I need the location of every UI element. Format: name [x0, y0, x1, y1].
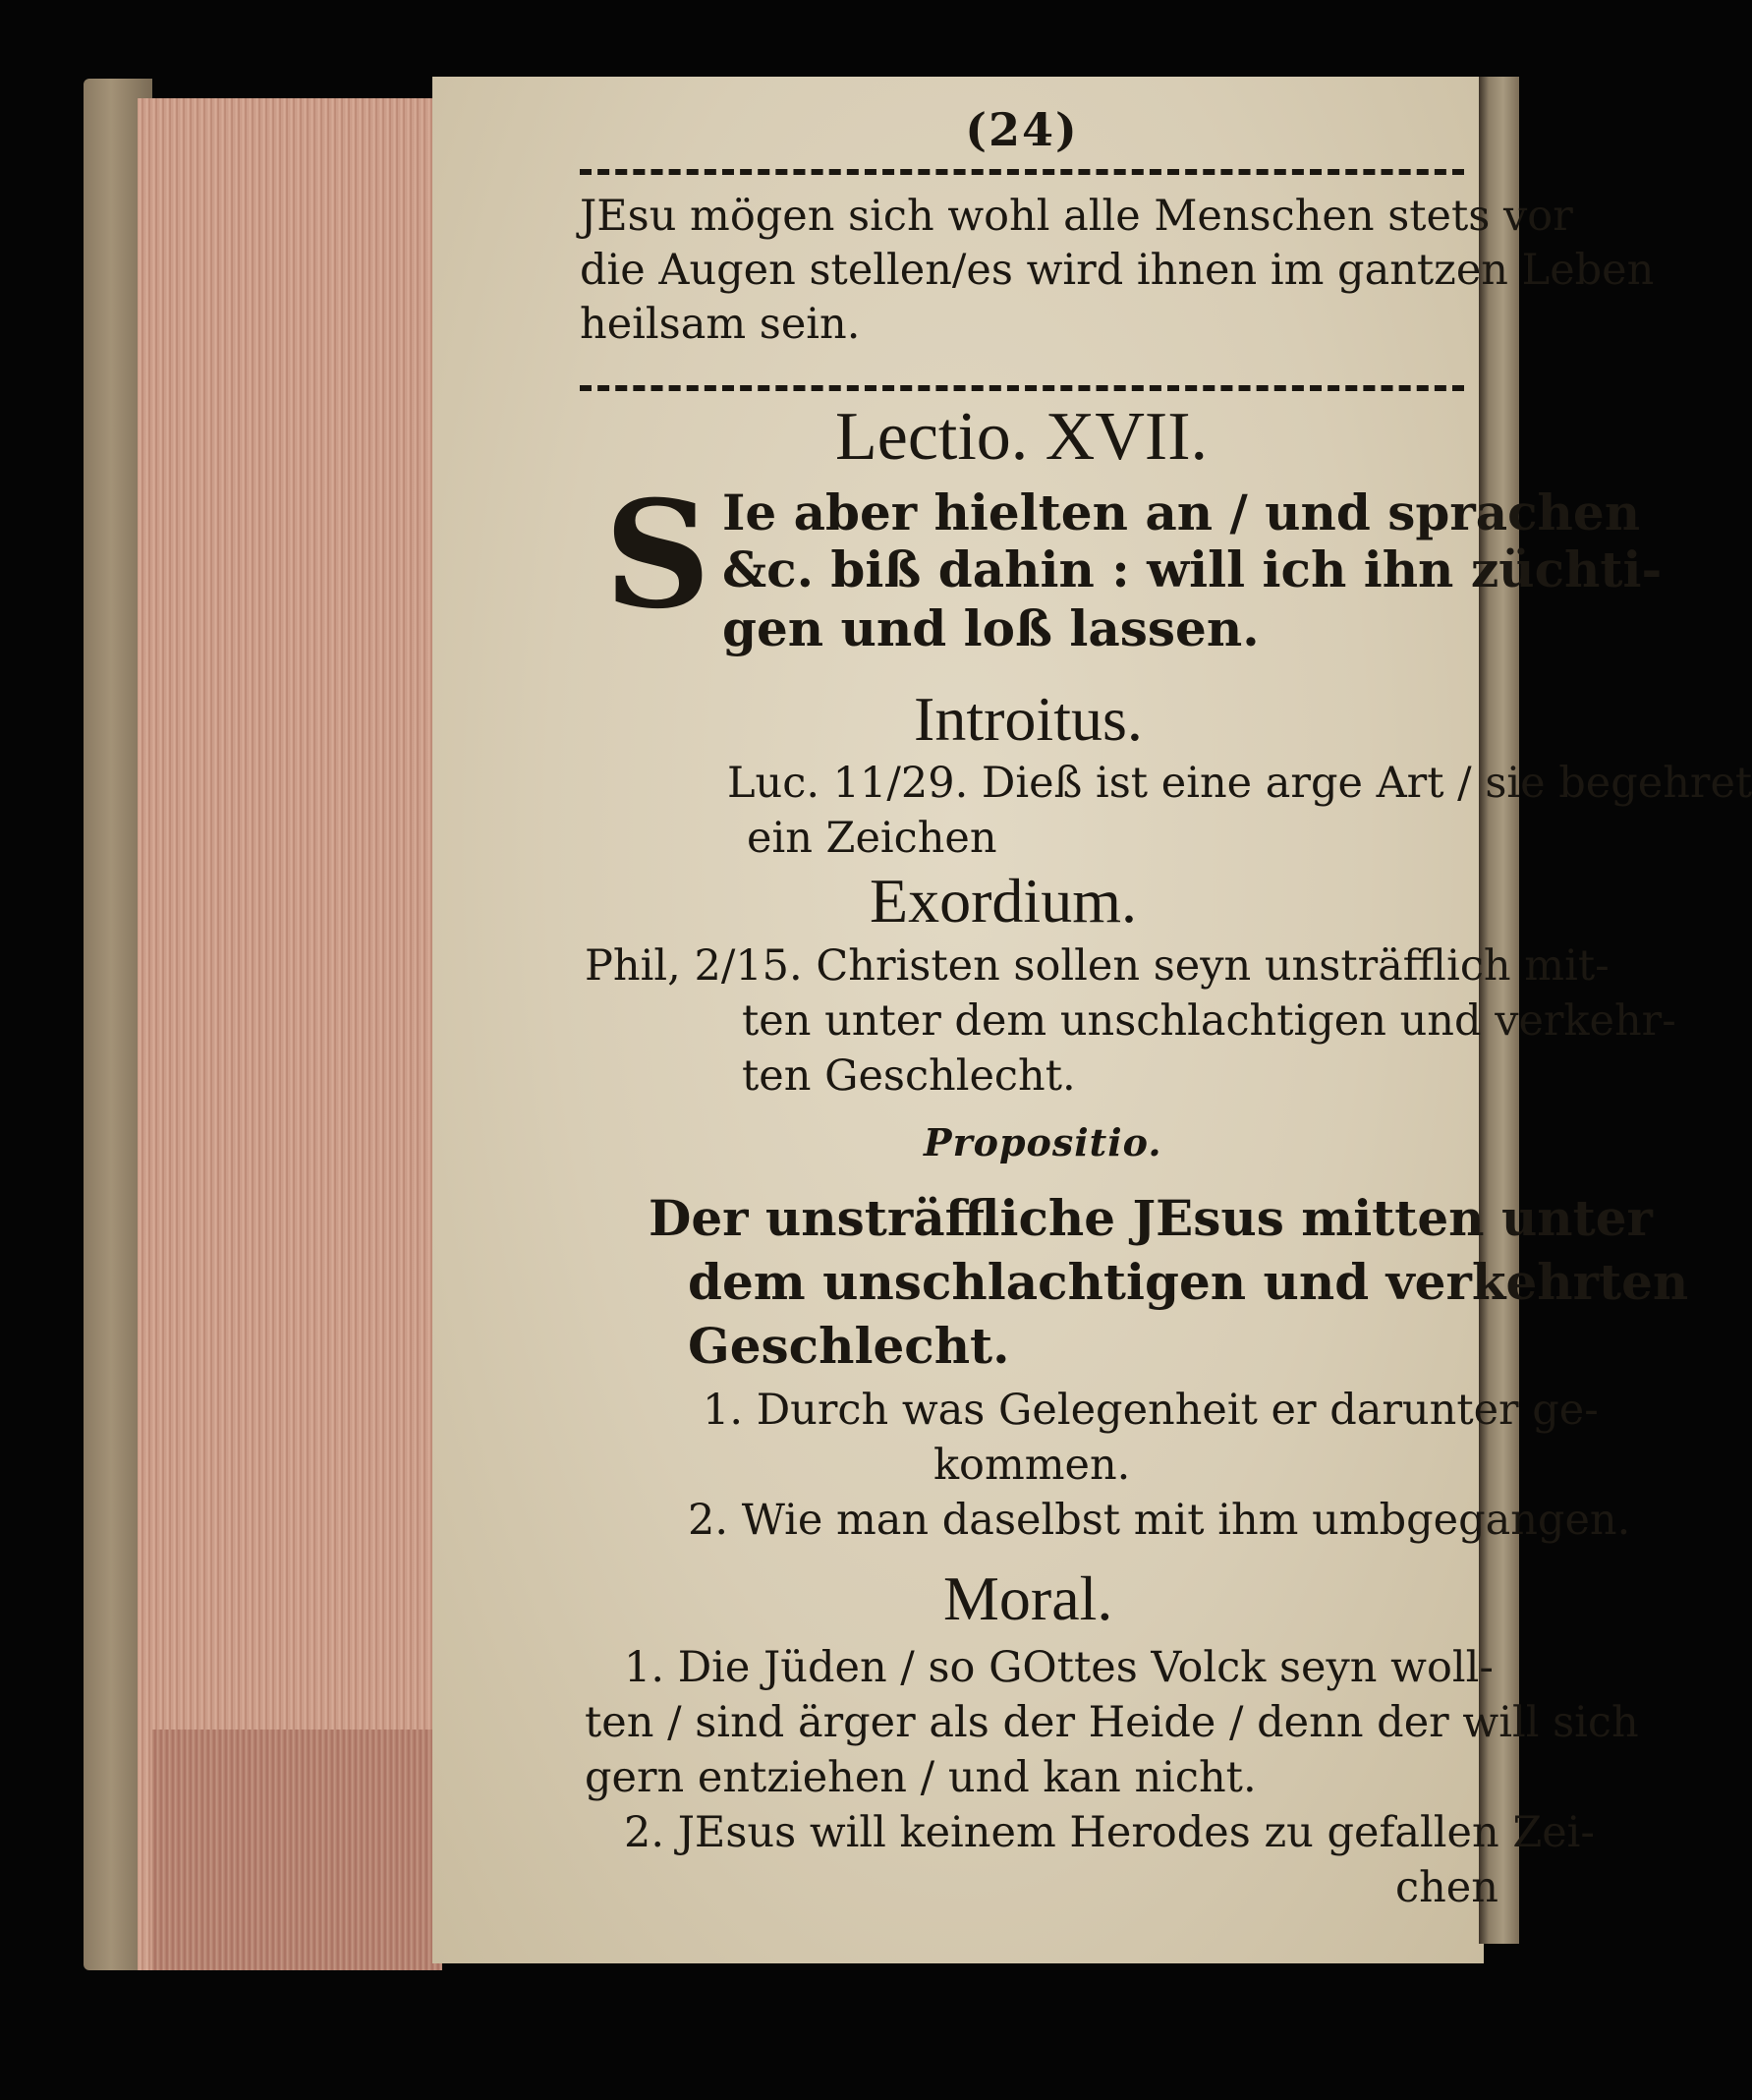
- propositio-point-1: 1. Durch was Gelegenheit er darunter ge-: [703, 1386, 1599, 1435]
- introitus-line-1: Luc. 11/29. Dieß ist eine arge Art / sie begehret: [727, 759, 1752, 808]
- moral-line-3: gern entziehen / und kan nicht.: [585, 1753, 1257, 1802]
- introitus-line-2: ein Zeichen: [747, 814, 997, 863]
- moral-line-4: 2. JEsus will keinem Herodes zu gefallen Zei-: [624, 1808, 1595, 1857]
- propositio-title: Propositio.: [924, 1120, 1162, 1164]
- propositio-point-2: 2. Wie man daselbst mit ihm umbgegangen.: [688, 1496, 1631, 1545]
- lectio-line-2: &c. biß dahin : will ich ihn züchti-: [722, 540, 1663, 598]
- exordium-line-2: ten unter dem unschlachtigen und verkehr-: [742, 996, 1676, 1046]
- header-rule: [580, 169, 1464, 175]
- propositio-line-1: Der unsträffliche JEsus mitten unter: [649, 1189, 1653, 1247]
- carryover-line-2: die Augen stellen/es wird ihnen im gantzen Leben: [580, 246, 1655, 295]
- page-block-edges: [138, 98, 442, 1970]
- lectio-line-1: Ie aber hielten an / und sprachen: [722, 483, 1641, 541]
- exordium-line-3: ten Geschlecht.: [742, 1051, 1076, 1101]
- carryover-line-3: heilsam sein.: [580, 300, 861, 349]
- section-rule: [580, 385, 1464, 391]
- lectio-title: Lectio. XVII.: [835, 399, 1209, 475]
- lectio-line-3: gen und loß lassen.: [722, 599, 1260, 657]
- propositio-point-1-cont: kommen.: [933, 1441, 1131, 1490]
- page-text: [580, 98, 1752, 1912]
- moral-line-5: chen: [1395, 1863, 1498, 1912]
- moral-line-2: ten / sind ärger als der Heide / denn der will sich: [585, 1698, 1639, 1747]
- introitus-title: Introitus.: [914, 684, 1143, 754]
- page-block-lower: [152, 1730, 442, 1970]
- moral-title: Moral.: [943, 1563, 1113, 1633]
- exordium-line-1: Phil, 2/15. Christen sollen seyn unsträfflich mit-: [585, 941, 1610, 991]
- exordium-title: Exordium.: [870, 866, 1137, 936]
- lectio-dropcap: S: [604, 469, 711, 642]
- carryover-line-1: JEsu mögen sich wohl alle Menschen stets vor: [580, 192, 1573, 241]
- propositio-line-3: Geschlecht.: [688, 1317, 1010, 1375]
- moral-line-1: 1. Die Jüden / so GOttes Volck seyn woll-: [624, 1643, 1494, 1692]
- page-number-header: (24): [965, 103, 1079, 156]
- propositio-line-2: dem unschlachtigen und verkehrten: [688, 1253, 1689, 1311]
